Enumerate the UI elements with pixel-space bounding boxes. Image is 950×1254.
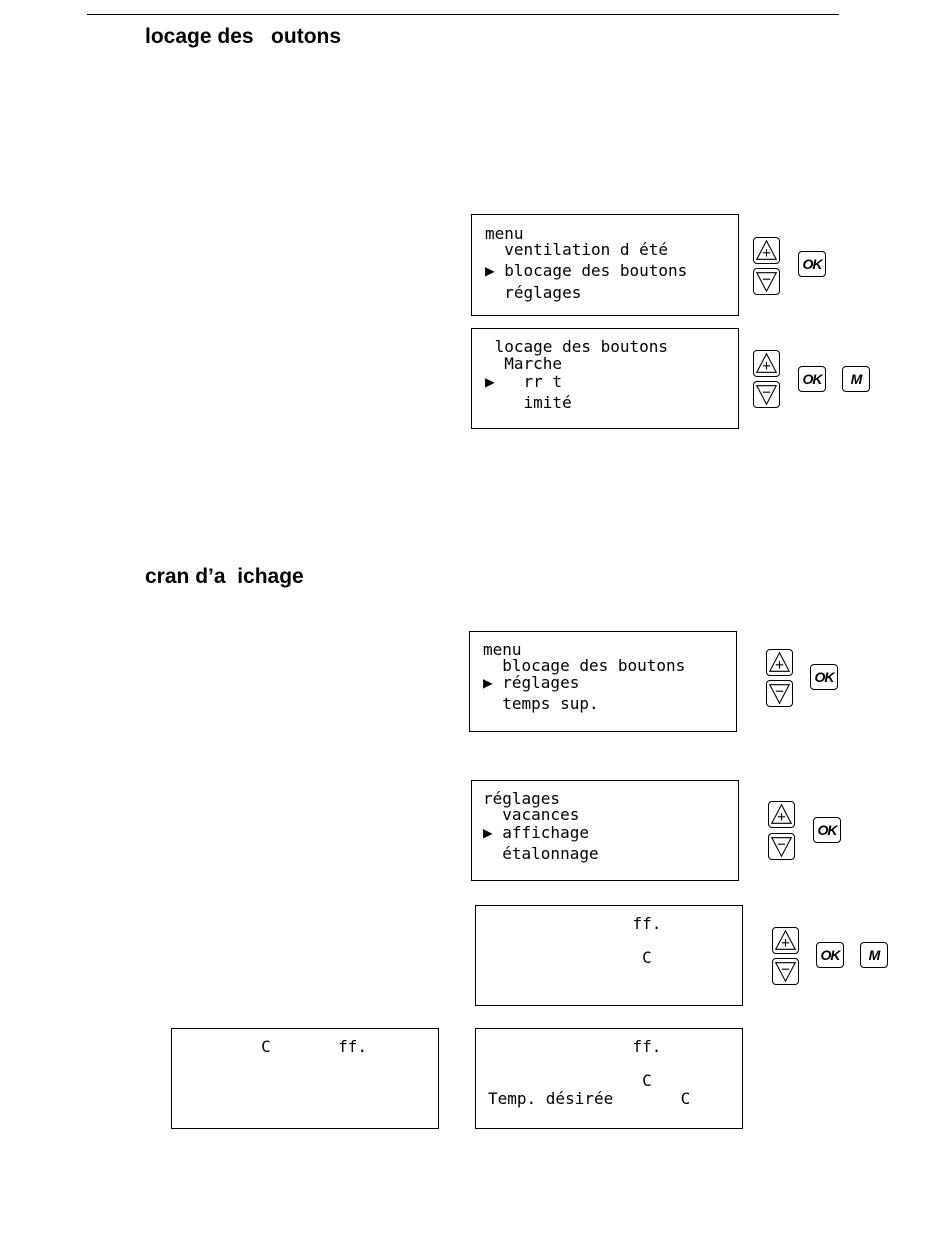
- lcd-line: temps sup.: [483, 694, 599, 713]
- lcd-screen-menu-settings: [469, 631, 737, 732]
- up-button[interactable]: [772, 927, 799, 954]
- lcd-line: imité: [485, 393, 572, 412]
- ok-button[interactable]: [816, 942, 844, 968]
- lcd-line: ventilation d été: [485, 240, 669, 259]
- lcd-line: ff.: [488, 1037, 662, 1056]
- plus-up-arrow-icon: [754, 238, 779, 263]
- ok-label: OK: [802, 256, 822, 272]
- section-heading-button-lock: locage des outons: [145, 25, 342, 48]
- down-button[interactable]: [768, 833, 795, 860]
- lcd-line: ▶ blocage des boutons: [485, 261, 688, 280]
- up-button[interactable]: [753, 237, 780, 264]
- lcd-screen-display-option: [475, 905, 743, 1006]
- plus-up-arrow-icon: [773, 928, 798, 953]
- lcd-line: menu: [483, 640, 522, 659]
- ok-button[interactable]: [813, 817, 841, 843]
- down-button[interactable]: [753, 268, 780, 295]
- minus-down-arrow-icon: [767, 681, 792, 706]
- up-button[interactable]: [753, 350, 780, 377]
- up-button[interactable]: [768, 801, 795, 828]
- lcd-screen-result-desired-temp: [475, 1028, 743, 1129]
- down-button[interactable]: [766, 680, 793, 707]
- menu-button[interactable]: [860, 942, 888, 968]
- ok-label: OK: [802, 371, 822, 387]
- lcd-line: réglages: [483, 789, 561, 808]
- minus-down-arrow-icon: [769, 834, 794, 859]
- lcd-line: menu: [485, 224, 524, 243]
- lcd-line: Marche: [485, 354, 563, 373]
- lcd-screen-settings-display: [471, 780, 739, 881]
- ok-label: OK: [817, 822, 837, 838]
- ok-button[interactable]: [798, 366, 826, 392]
- lcd-screen-button-lock-options: [471, 328, 739, 429]
- lcd-line: vacances: [483, 805, 580, 824]
- plus-up-arrow-icon: [769, 802, 794, 827]
- down-button[interactable]: [772, 958, 799, 985]
- plus-up-arrow-icon: [767, 650, 792, 675]
- ok-label: OK: [820, 947, 840, 963]
- lcd-line: C ff.: [184, 1037, 368, 1056]
- lcd-line: blocage des boutons: [483, 656, 686, 675]
- up-button[interactable]: [766, 649, 793, 676]
- minus-down-arrow-icon: [754, 382, 779, 407]
- minus-down-arrow-icon: [754, 269, 779, 294]
- lcd-line: ▶ rr t: [485, 372, 563, 391]
- ok-button[interactable]: [810, 664, 838, 690]
- lcd-screen-result-off: [171, 1028, 439, 1129]
- plus-up-arrow-icon: [754, 351, 779, 376]
- lcd-line: ▶ réglages: [483, 673, 580, 692]
- lcd-line: réglages: [485, 283, 582, 302]
- lcd-line: C: [488, 1071, 652, 1090]
- menu-label: M: [868, 947, 880, 963]
- ok-button[interactable]: [798, 251, 826, 277]
- lcd-line: ▶ affichage: [483, 823, 589, 842]
- ok-label: OK: [814, 669, 834, 685]
- section-heading-display-screen: cran d’a ichage: [145, 565, 304, 588]
- down-button[interactable]: [753, 381, 780, 408]
- lcd-line: C: [488, 948, 652, 967]
- top-rule: [87, 14, 839, 15]
- lcd-line: ff.: [488, 914, 662, 933]
- menu-button[interactable]: [842, 366, 870, 392]
- lcd-line: étalonnage: [483, 844, 599, 863]
- lcd-screen-menu-button-lock: [471, 214, 739, 316]
- minus-down-arrow-icon: [773, 959, 798, 984]
- lcd-line: locage des boutons: [485, 337, 669, 356]
- menu-label: M: [850, 371, 862, 387]
- lcd-line: Temp. désirée C: [488, 1089, 691, 1108]
